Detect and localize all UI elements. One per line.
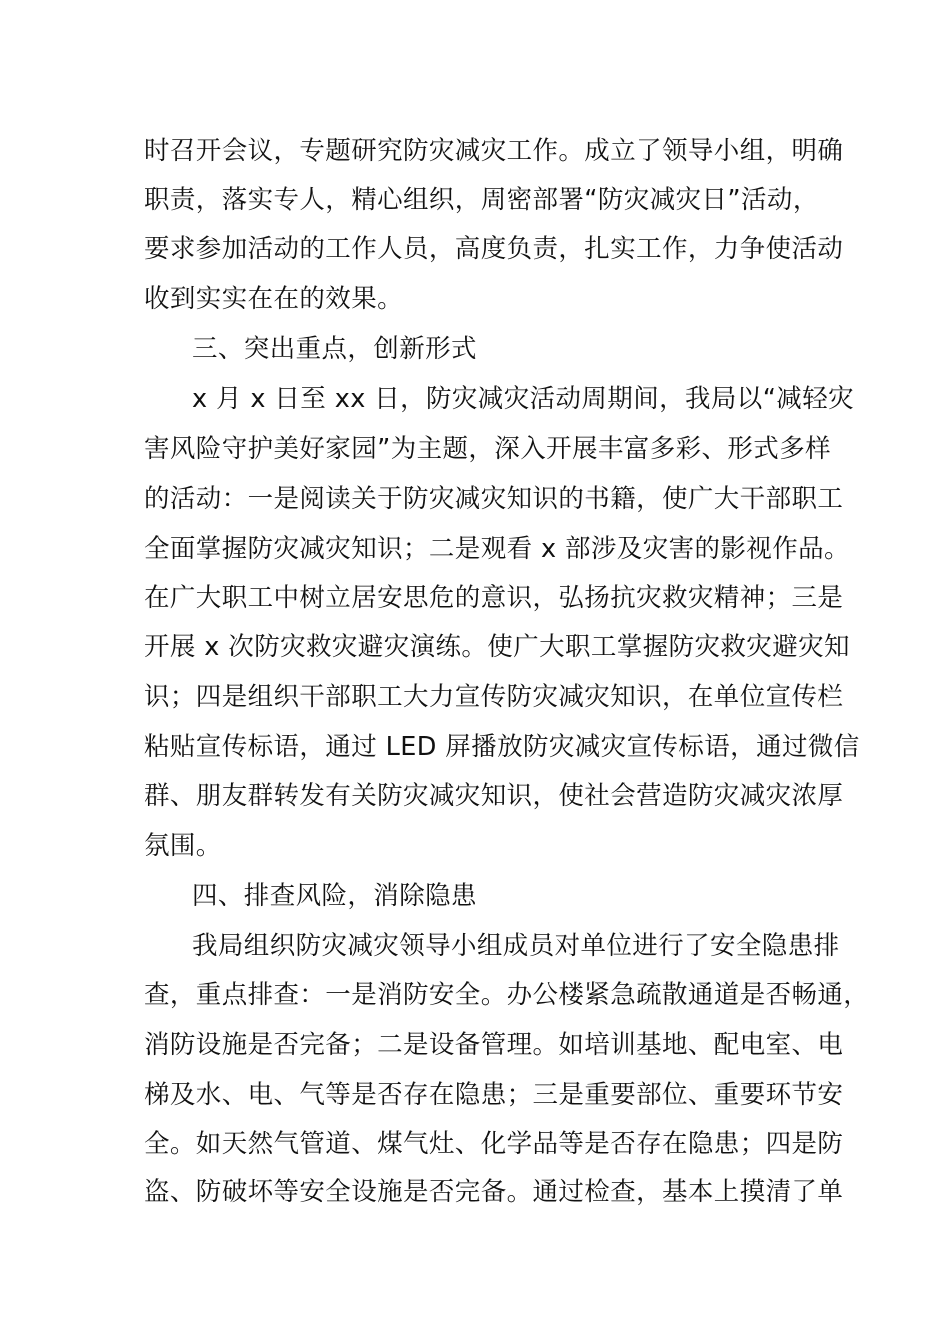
body-text-line: 收到实实在在的效果。 <box>144 284 404 314</box>
body-text-line: 的活动：一是阅读关于防灾减灾知识的书籍，使广大干部职工 <box>144 484 844 514</box>
body-text-line: 查，重点排查：一是消防安全。办公楼紧急疏散通道是否畅通， <box>144 980 870 1010</box>
body-text-line: 群、朋友群转发有关防灾减灾知识，使社会营造防灾减灾浓厚 <box>144 781 844 811</box>
body-text-line: 氛围。 <box>144 831 222 861</box>
body-text-line: 开展 x 次防灾救灾避灾演练。使广大职工掌握防灾救灾避灾知 <box>144 632 850 662</box>
body-text-line: 全面掌握防灾减灾知识；二是观看 x 部涉及灾害的影视作品。 <box>144 534 850 564</box>
body-text-line: 盗、防破坏等安全设施是否完备。通过检查，基本上摸清了单 <box>144 1177 844 1207</box>
body-text-line: x 月 x 日至 xx 日，防灾减灾活动周期间，我局以“减轻灾 <box>192 384 855 414</box>
body-text-line: 全。如天然气管道、煤气灶、化学品等是否存在隐患；四是防 <box>144 1129 844 1159</box>
body-text-line: 在广大职工中树立居安思危的意识，弘扬抗灾救灾精神；三是 <box>144 583 844 613</box>
body-text-line: 要求参加活动的工作人员，高度负责，扎实工作，力争使活动 <box>144 234 844 264</box>
body-text-line: 职责，落实专人，精心组织，周密部署“防灾减灾日”活动， <box>144 185 819 215</box>
body-text-line: 害风险守护美好家园”为主题，深入开展丰富多彩、形式多样 <box>144 434 832 464</box>
body-text-line: 梯及水、电、气等是否存在隐患；三是重要部位、重要环节安 <box>144 1080 844 1110</box>
body-text-line: 粘贴宣传标语，通过 LED 屏播放防灾减灾宣传标语，通过微信 <box>144 732 860 762</box>
body-text-line: 识；四是组织干部职工大力宣传防灾减灾知识，在单位宣传栏 <box>144 682 844 712</box>
section-heading: 四、排查风险，消除隐患 <box>192 881 477 911</box>
body-text-line: 时召开会议，专题研究防灾减灾工作。成立了领导小组，明确 <box>144 136 844 166</box>
section-heading: 三、突出重点，创新形式 <box>192 334 477 364</box>
body-text-line: 消防设施是否完备；二是设备管理。如培训基地、配电室、电 <box>144 1030 844 1060</box>
body-text-line: 我局组织防灾减灾领导小组成员对单位进行了安全隐患排 <box>192 931 840 961</box>
